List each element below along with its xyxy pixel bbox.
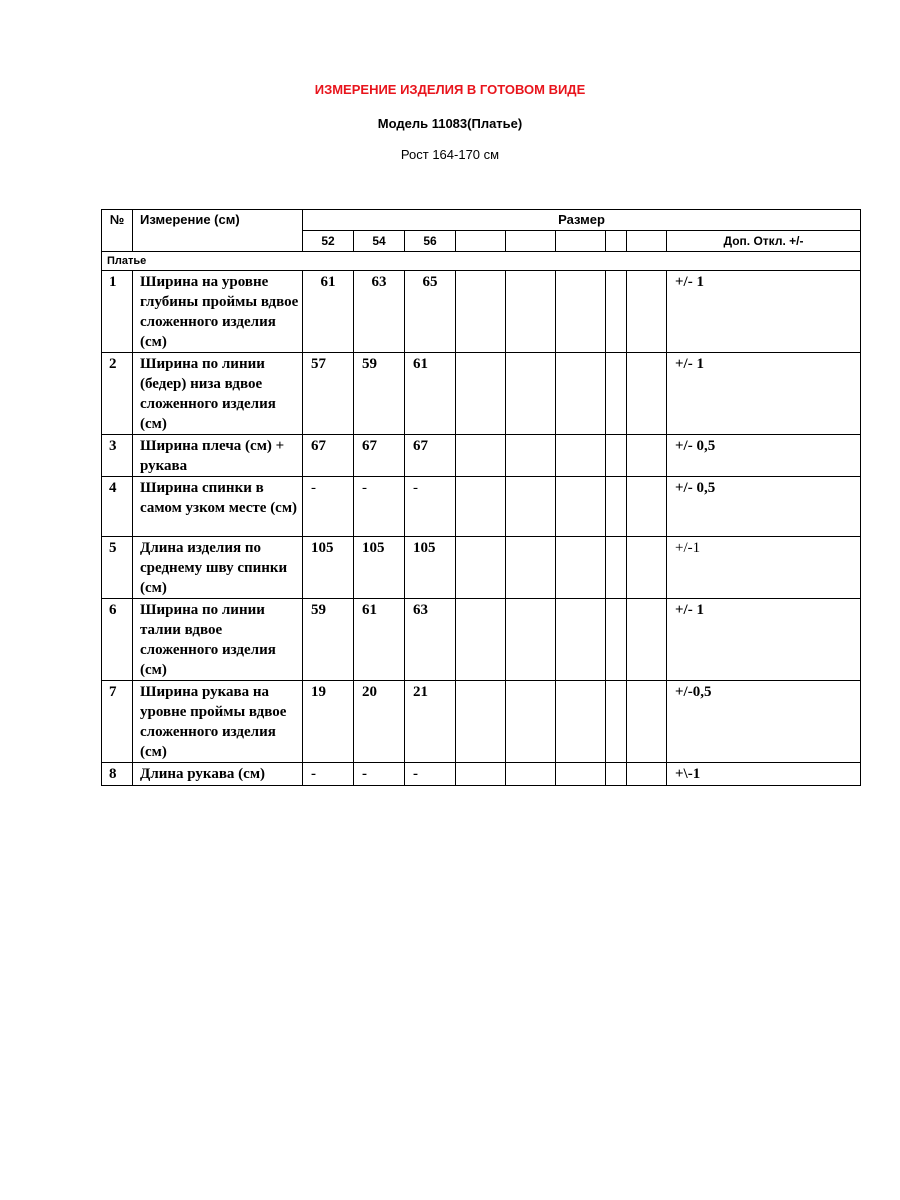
row-value-52: - <box>303 477 354 537</box>
row-value-56: 61 <box>405 353 456 435</box>
table-row <box>102 353 861 435</box>
empty-cell <box>556 763 606 786</box>
empty-cell <box>606 477 627 537</box>
empty-cell <box>456 271 506 353</box>
row-measure-name: Длина рукава (см) <box>133 763 303 786</box>
row-value-54: 63 <box>354 271 405 353</box>
row-tolerance: +/- 1 <box>667 353 861 435</box>
empty-cell <box>627 353 667 435</box>
row-value-52: 19 <box>303 681 354 763</box>
empty-cell <box>506 599 556 681</box>
row-measure-name: Ширина по линии (бедер) низа вдвое сложенного изделия (см) <box>133 353 303 435</box>
row-tolerance: +/- 1 <box>667 271 861 353</box>
empty-cell <box>456 763 506 786</box>
empty-cell <box>506 271 556 353</box>
row-number: 6 <box>102 599 133 681</box>
row-number: 2 <box>102 353 133 435</box>
size-empty <box>506 231 556 252</box>
row-number: 1 <box>102 271 133 353</box>
col-size-header: Размер <box>303 210 861 231</box>
tolerance-header: Доп. Откл. +/- <box>667 231 861 252</box>
empty-cell <box>456 599 506 681</box>
row-value-52: - <box>303 763 354 786</box>
empty-cell <box>606 763 627 786</box>
row-measure-name: Ширина на уровне глубины проймы вдвое сложенного изделия (см) <box>133 271 303 353</box>
empty-cell <box>456 353 506 435</box>
row-number: 5 <box>102 537 133 599</box>
row-value-54: 20 <box>354 681 405 763</box>
row-measure-name: Ширина плеча (см) + рукава <box>133 435 303 477</box>
row-value-56: 67 <box>405 435 456 477</box>
measurement-table <box>101 209 861 786</box>
row-value-56: 105 <box>405 537 456 599</box>
row-value-54: 59 <box>354 353 405 435</box>
empty-cell <box>606 271 627 353</box>
section-label: Платье <box>102 252 861 271</box>
size-54: 54 <box>354 231 405 252</box>
row-measure-name: Ширина рукава на уровне проймы вдвое сложенного изделия (см) <box>133 681 303 763</box>
col-num-header: № <box>102 210 133 252</box>
col-measure-header: Измерение (см) <box>133 210 303 252</box>
empty-cell <box>456 477 506 537</box>
row-value-54: - <box>354 477 405 537</box>
row-value-52: 61 <box>303 271 354 353</box>
row-value-52: 59 <box>303 599 354 681</box>
row-value-56: 63 <box>405 599 456 681</box>
table-row <box>102 477 861 537</box>
empty-cell <box>456 435 506 477</box>
row-number: 3 <box>102 435 133 477</box>
empty-cell <box>556 271 606 353</box>
table-row <box>102 681 861 763</box>
size-empty <box>556 231 606 252</box>
header-row <box>102 210 861 231</box>
empty-cell <box>506 763 556 786</box>
empty-cell <box>627 681 667 763</box>
table-row <box>102 599 861 681</box>
empty-cell <box>627 435 667 477</box>
empty-cell <box>627 477 667 537</box>
row-tolerance: +/- 0,5 <box>667 477 861 537</box>
empty-cell <box>606 537 627 599</box>
size-52: 52 <box>303 231 354 252</box>
row-measure-name: Ширина по линии талии вдвое сложенного изделия (см) <box>133 599 303 681</box>
empty-cell <box>606 353 627 435</box>
row-value-56: - <box>405 477 456 537</box>
section-row <box>102 252 861 271</box>
empty-cell <box>506 537 556 599</box>
table-row <box>102 537 861 599</box>
empty-cell <box>627 537 667 599</box>
row-value-56: 21 <box>405 681 456 763</box>
size-empty <box>606 231 627 252</box>
row-value-52: 105 <box>303 537 354 599</box>
row-value-56: - <box>405 763 456 786</box>
empty-cell <box>456 681 506 763</box>
empty-cell <box>606 681 627 763</box>
document-title: ИЗМЕРЕНИЕ ИЗДЕЛИЯ В ГОТОВОМ ВИДЕ <box>314 82 586 97</box>
empty-cell <box>627 599 667 681</box>
height-label: Рост 164-170 см <box>400 147 500 162</box>
row-value-56: 65 <box>405 271 456 353</box>
row-number: 8 <box>102 763 133 786</box>
empty-cell <box>556 681 606 763</box>
row-tolerance: +/-1 <box>667 537 861 599</box>
empty-cell <box>506 681 556 763</box>
row-value-54: - <box>354 763 405 786</box>
row-number: 4 <box>102 477 133 537</box>
row-tolerance: +\-1 <box>667 763 861 786</box>
row-tolerance: +/- 0,5 <box>667 435 861 477</box>
empty-cell <box>556 599 606 681</box>
size-empty <box>456 231 506 252</box>
row-tolerance: +/- 1 <box>667 599 861 681</box>
empty-cell <box>506 353 556 435</box>
empty-cell <box>506 477 556 537</box>
empty-cell <box>456 537 506 599</box>
table-row <box>102 763 861 786</box>
row-value-54: 105 <box>354 537 405 599</box>
table-row <box>102 271 861 353</box>
empty-cell <box>627 271 667 353</box>
row-value-54: 67 <box>354 435 405 477</box>
row-value-52: 57 <box>303 353 354 435</box>
empty-cell <box>606 435 627 477</box>
empty-cell <box>556 537 606 599</box>
empty-cell <box>506 435 556 477</box>
empty-cell <box>627 763 667 786</box>
model-label: Модель 11083(Платье) <box>377 116 523 131</box>
row-number: 7 <box>102 681 133 763</box>
empty-cell <box>556 435 606 477</box>
size-empty <box>627 231 667 252</box>
row-value-52: 67 <box>303 435 354 477</box>
empty-cell <box>556 477 606 537</box>
size-56: 56 <box>405 231 456 252</box>
table-row <box>102 435 861 477</box>
empty-cell <box>556 353 606 435</box>
row-value-54: 61 <box>354 599 405 681</box>
row-tolerance: +/-0,5 <box>667 681 861 763</box>
empty-cell <box>606 599 627 681</box>
row-measure-name: Ширина спинки в самом узком месте (см) <box>133 477 303 537</box>
row-measure-name: Длина изделия по среднему шву спинки (см) <box>133 537 303 599</box>
